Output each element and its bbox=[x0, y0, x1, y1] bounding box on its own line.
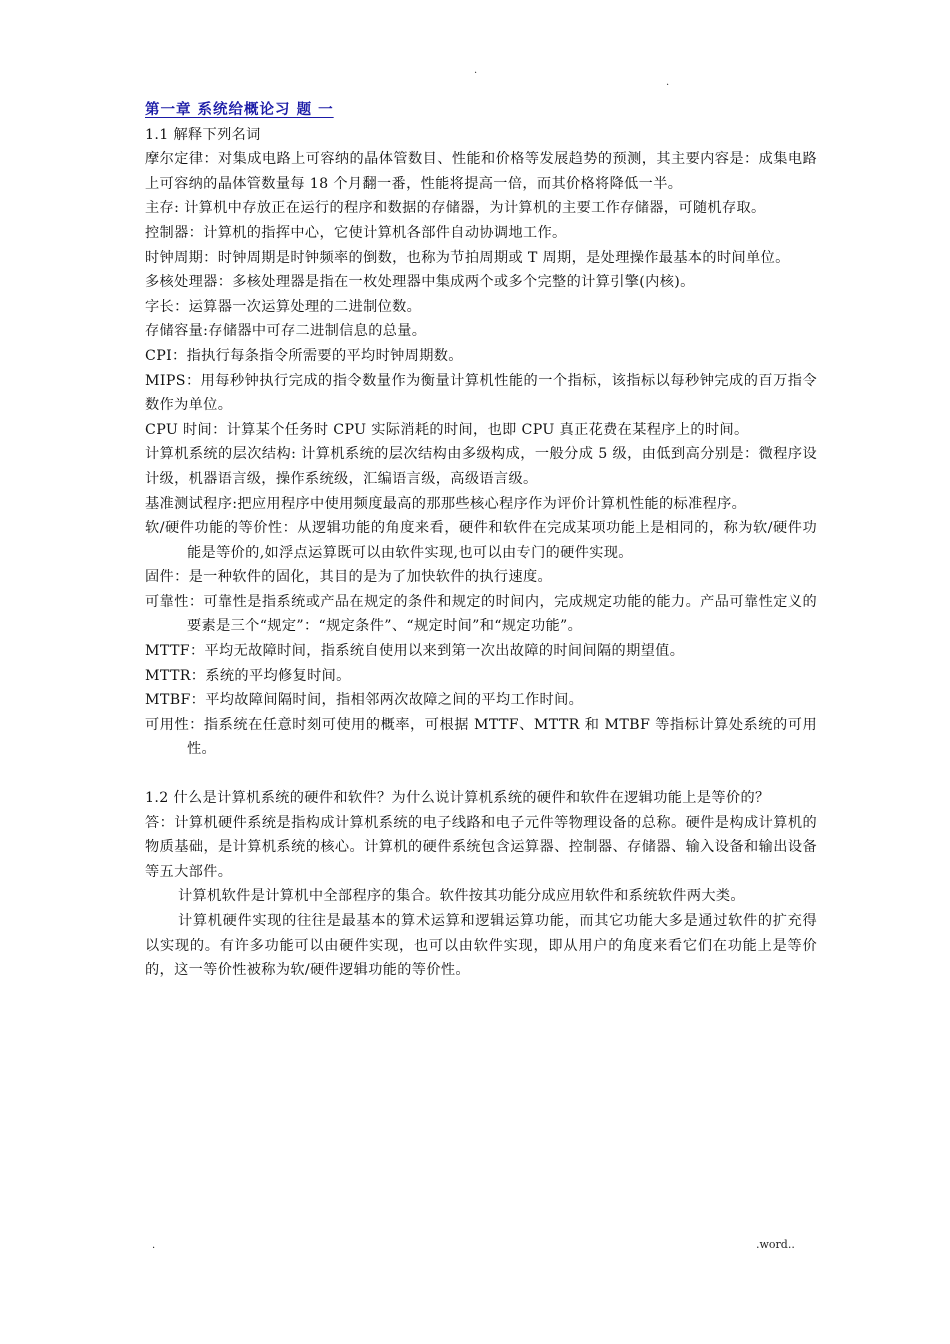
term-hw-sw-equivalence: 软/硬件功能的等价性：从逻辑功能的角度来看，硬件和软件在完成某项功能上是相同的，称为软/硬件功能是等价的,如浮点运算既可以由软件实现,也可以由专门的硬件实现。 bbox=[145, 520, 817, 561]
term-controller: 控制器：计算机的指挥中心，它使计算机各部件自动协调地工作。 bbox=[145, 224, 567, 241]
chapter-title: 第一章 系统给概论习 题 一 bbox=[145, 101, 334, 118]
header-mark-left: . bbox=[474, 65, 478, 76]
term-firmware: 固件：是一种软件的固化，其目的是为了加快软件的执行速度。 bbox=[145, 569, 553, 586]
term-main-memory: 主存: 计算机中存放正在运行的程序和数据的存储器，为计算机的主要工作存储器，可随机存取。 bbox=[145, 200, 766, 217]
answer-paragraph-3: 计算机硬件实现的往往是最基本的算术运算和逻辑运算功能，而其它功能大多是通过软件的扩充得以实现的。有许多功能可以由硬件实现，也可以由软件实现，即从用户的角度来看它们在功能上是等价的，这一等价性被称为软/硬件逻辑功能的等价性。 bbox=[145, 913, 817, 979]
spacer bbox=[145, 762, 817, 786]
answer-paragraph-1: 答：计算机硬件系统是指构成计算机系统的电子线路和电子元件等物理设备的总称。硬件是构成计算机的物质基础，是计算机系统的核心。计算机的硬件系统包含运算器、控制器、存储器、输入设备和输出设备等五大部件。 bbox=[145, 814, 817, 880]
footer-mark: . bbox=[152, 1240, 156, 1251]
term-benchmark: 基准测试程序:把应用程序中使用频度最高的那那些核心程序作为评价计算机性能的标准程序。 bbox=[145, 495, 747, 512]
term-word-length: 字长：运算器一次运算处理的二进制位数。 bbox=[145, 298, 422, 315]
header-mark-right: . bbox=[666, 77, 670, 88]
section-heading: 1.1 解释下列名词 bbox=[145, 126, 261, 143]
term-mtbf: MTBF：平均故障间隔时间，指相邻两次故障之间的平均工作时间。 bbox=[145, 692, 584, 709]
term-cpi: CPI：指执行每条指令所需要的平均时钟周期数。 bbox=[145, 347, 463, 364]
term-reliability: 可靠性：可靠性是指系统或产品在规定的条件和规定的时间内，完成规定功能的能力。产品可靠性定义的要素是三个“规定”：“规定条件”、“规定时间”和“规定功能”。 bbox=[145, 593, 817, 635]
term-clock-cycle: 时钟周期：时钟周期是时钟频率的倒数，也称为节拍周期或 T 周期，是处理操作最基本的时间单位。 bbox=[145, 249, 790, 266]
term-storage-capacity: 存储容量:存储器中可存二进制信息的总量。 bbox=[145, 323, 427, 340]
document-body bbox=[145, 98, 817, 983]
term-mttf: MTTF：平均无故障时间，指系统自使用以来到第一次出故障的时间间隔的期望值。 bbox=[145, 643, 685, 660]
term-cpu-time: CPU 时间：计算某个任务时 CPU 实际消耗的时间，也即 CPU 真正花费在某程序上的时间。 bbox=[145, 421, 749, 438]
answer-paragraph-2: 计算机软件是计算机中全部程序的集合。软件按其功能分成应用软件和系统软件两大类。 bbox=[178, 888, 745, 905]
term-availability: 可用性：指系统在任意时刻可使用的概率，可根据 MTTF、MTTR 和 MTBF 等指标计算处系统的可用性。 bbox=[145, 716, 817, 758]
term-multicore: 多核处理器：多核处理器是指在一枚处理器中集成两个或多个完整的计算引擎(内核)。 bbox=[145, 274, 695, 291]
term-moores-law: 摩尔定律：对集成电路上可容纳的晶体管数目、性能和价格等发展趋势的预测，其主要内容是：成集电路上可容纳的晶体管数量每 18 个月翻一番，性能将提高一倍，而其价格将降低一半。 bbox=[145, 151, 817, 192]
term-hierarchy: 计算机系统的层次结构: 计算机系统的层次结构由多级构成，一般分成 5 级，由低到高分别是：微程序设计级，机器语言级，操作系统级，汇编语言级，高级语言级。 bbox=[145, 446, 817, 487]
question-1-2: 1.2 什么是计算机系统的硬件和软件？为什么说计算机系统的硬件和软件在逻辑功能上是等价的？ bbox=[145, 790, 770, 807]
term-mips: MIPS：用每秒钟执行完成的指令数量作为衡量计算机性能的一个指标，该指标以每秒钟完成的百万指令数作为单位。 bbox=[145, 372, 817, 414]
footer-word-label: .word.. bbox=[756, 1238, 795, 1251]
term-mttr: MTTR：系统的平均修复时间。 bbox=[145, 667, 351, 684]
